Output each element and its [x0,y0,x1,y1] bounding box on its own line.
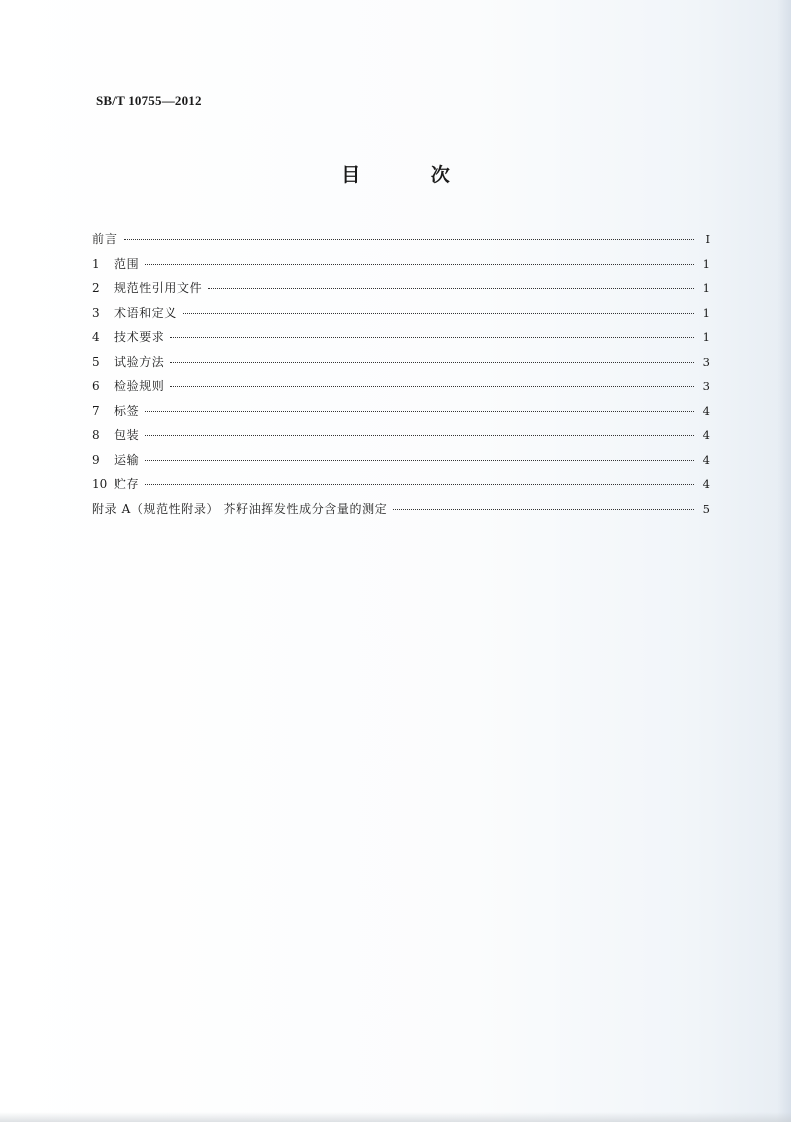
toc-item-number: 10 [92,477,108,491]
scan-shadow-bottom [0,1112,791,1122]
toc-item-technical-requirements[interactable] [92,328,710,353]
toc-item-label: 规范性引用文件 [114,281,203,295]
toc-item-number: 5 [92,354,100,369]
toc-item-label: 前言 [92,232,119,246]
toc-item-storage[interactable] [92,475,710,500]
toc-item-number: 2 [92,281,100,295]
toc-item-page: 1 [702,330,710,344]
toc-item-label: 运输 [114,452,140,467]
dot-leader [145,460,694,461]
toc-item-label: 范围 [114,256,140,271]
toc-item-page: 4 [702,428,710,442]
dot-leader [208,288,694,289]
toc-item-labeling[interactable] [92,402,710,427]
toc-item-label: 附录 A（规范性附录） 芥籽油挥发性成分含量的测定 [92,501,388,516]
dot-leader [124,239,694,240]
dot-leader [145,264,694,265]
toc-item-page: 1 [702,281,710,295]
table-of-contents [92,230,710,524]
toc-item-label: 检验规则 [114,379,165,393]
toc-item-label: 技术要求 [114,330,165,344]
dot-leader [170,386,694,387]
toc-item-label: 包装 [114,428,140,442]
toc-item-label: 试验方法 [114,354,165,369]
dot-leader [183,313,694,314]
toc-item-foreword[interactable] [92,230,710,255]
toc-item-number: 4 [92,330,100,344]
standard-code: SB/T 10755—2012 [96,93,202,108]
toc-item-transport[interactable] [92,451,710,476]
dot-leader [145,435,694,436]
toc-item-packaging[interactable] [92,426,710,451]
toc-item-label: 贮存 [114,477,140,491]
toc-item-annex-a[interactable] [92,500,710,525]
dot-leader [145,411,694,412]
toc-item-number: 1 [92,256,100,271]
toc-item-label: 标签 [114,403,140,418]
toc-item-normative-references[interactable] [92,279,710,304]
dot-leader [145,484,694,485]
toc-item-page: 4 [702,477,710,491]
toc-item-page: I [705,232,710,246]
toc-item-page: 5 [702,501,710,516]
toc-item-page: 3 [702,354,710,369]
toc-item-page: 4 [702,403,710,418]
toc-item-terms-definitions[interactable] [92,304,710,329]
dot-leader [393,509,694,510]
toc-item-page: 1 [702,305,710,320]
toc-item-number: 7 [92,403,100,418]
toc-item-number: 3 [92,305,100,320]
toc-item-label: 术语和定义 [114,305,178,320]
toc-item-scope[interactable] [92,255,710,280]
toc-item-test-methods[interactable] [92,353,710,378]
toc-item-page: 3 [702,379,710,393]
toc-item-page: 1 [702,256,710,271]
dot-leader [170,362,694,363]
toc-item-number: 6 [92,379,100,393]
dot-leader [170,337,694,338]
toc-item-inspection-rules[interactable] [92,377,710,402]
toc-title: 目 次 [341,164,482,186]
toc-item-number: 9 [92,452,100,467]
toc-item-number: 8 [92,428,100,442]
toc-item-page: 4 [702,452,710,467]
